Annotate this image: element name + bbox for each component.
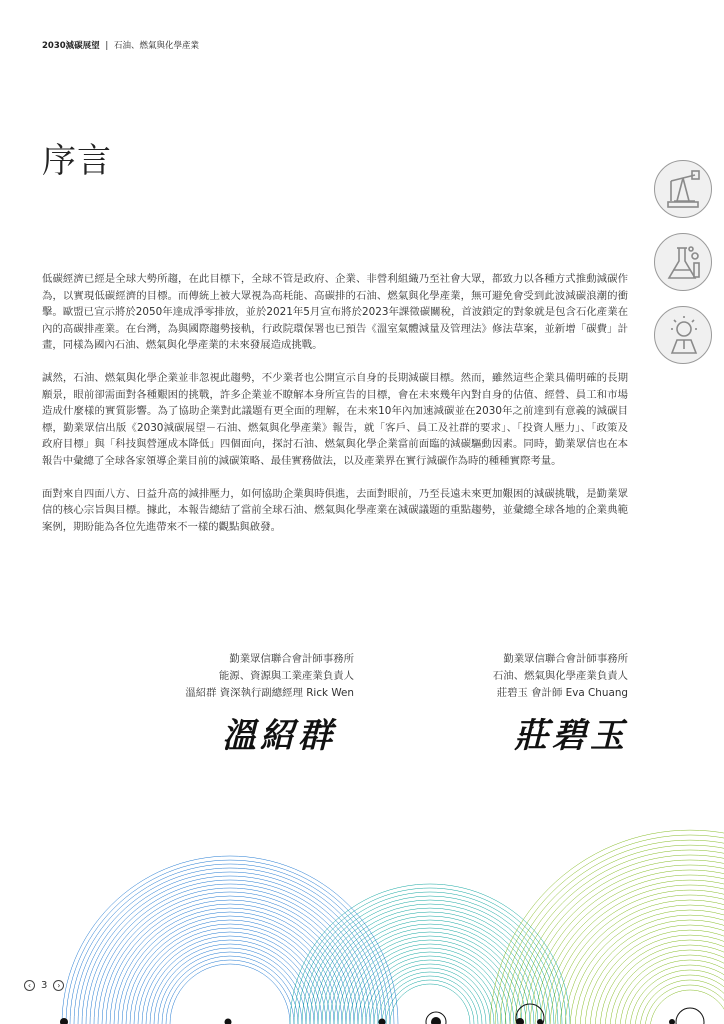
signatory-rick-wen	[185, 651, 354, 702]
handwritten-signature	[514, 708, 628, 757]
decorative-arcs	[0, 800, 724, 1024]
decorative-arc	[575, 915, 724, 1024]
section-name: 石油、燃氣與化學產業	[113, 41, 199, 51]
decorative-arc	[615, 955, 724, 1024]
decorative-arc	[590, 930, 724, 1024]
firm-name: 勤業眾信聯合會計師事務所	[229, 653, 354, 665]
decorative-arc	[645, 985, 724, 1024]
signature-text: 莊碧玉	[514, 716, 628, 756]
decorative-arc	[570, 910, 724, 1024]
report-name: 2030減碳展望	[42, 41, 100, 51]
decorative-arc	[565, 905, 724, 1024]
decorative-arc	[600, 940, 724, 1024]
role: 石油、燃氣與化學產業負責人	[492, 670, 628, 682]
page-number: 3	[41, 980, 48, 991]
decorative-arc	[166, 960, 294, 1024]
decorative-arc	[580, 920, 724, 1024]
decorative-arc	[358, 952, 502, 1024]
signature-text: 溫紹群	[222, 716, 336, 756]
decorative-arc	[138, 932, 322, 1024]
decorative-arc	[82, 876, 378, 1024]
decorative-arc	[338, 932, 522, 1024]
next-page-button[interactable]: ›	[53, 980, 64, 991]
paragraph: 面對來自四面八方、日益升高的減排壓力，如何協助企業與時俱進，去面對眼前，乃至長遠未來更加艱困的減碳挑戰，是勤業眾信的核心宗旨與目標。據此，本報告總結了當前全球石油、燃氣與化學產業在減碳議題的重點趨勢，並彙總全球各地的企業典範案例，期盼能為各位先進帶來不一樣的觀點與啟發。	[42, 487, 628, 533]
decorative-arc	[354, 948, 506, 1024]
running-header	[42, 39, 199, 51]
lightbulb-person-icon[interactable]	[654, 306, 712, 364]
decorative-arc	[370, 964, 490, 1024]
header-divider: |	[105, 41, 109, 51]
paragraph: 低碳經濟已經是全球大勢所趨，在此目標下，全球不管是政府、企業、非營利組織乃至社會大眾，都致力以各種方式推動減碳作為，以實現低碳經濟的目標。而傳統上被大眾視為高耗能、高碳排的石油、燃氣與化學產業，無可避免會受到此波減碳浪潮的衝擊。歐盟已宣示將於2050年達成淨零排放，並於2021年5月宣布將於2023年課徵碳關稅，首波鎖定的對象就是包含石化產業在內的高碳排產業。在台灣，為與國際趨勢接軌，行政院環保署也已預告《溫室氣體減量及管理法》修法草案，並新增「碳費」計畫，同樣為國內石油、燃氣與化學產業的未來發展造成挑戰。	[42, 273, 628, 352]
decorative-arc	[134, 928, 326, 1024]
page-navigation	[24, 980, 64, 991]
decorative-arc	[595, 935, 724, 1024]
name-title: 莊碧玉 會計師 Eva Chuang	[496, 687, 628, 699]
decorative-arc	[510, 850, 724, 1024]
decorative-arc	[560, 900, 724, 1024]
decorative-arc	[158, 952, 302, 1024]
preface-body	[42, 271, 628, 551]
decorative-arc	[162, 956, 298, 1024]
decorative-arc	[142, 936, 318, 1024]
paragraph: 誠然，石油、燃氣與化學企業並非忽視此趨勢，不少業者也公開宣示自身的長期減碳目標。然而，雖然這些企業具備明確的長期願景，眼前卻需面對各種艱困的挑戰，許多企業並不瞭解本身所宣告的目標，會在未來幾年內對自身的估值、經營、員工和市場造成什麼樣的實質影響。為了協助企業對此議題有更全面的理解，在未來10年內加速減碳並在2030年之前達到有意義的減碳目標，勤業眾信出版《2030減碳展望－石油、燃氣與化學產業》報告，就「客戶、員工及社群的要求」、「投資人壓力」、「政策及政府目標」與「科技與營運成本降低」四個面向，探討石油、燃氣與化學企業當前面臨的減碳驅動因素。同時，勤業眾信也在本報告中彙總了全球各家領導企業目前的減碳策略、最佳實務做法，以及產業界在實行減碳作為時的種種實際考量。	[42, 371, 628, 467]
decorative-arc	[170, 964, 290, 1024]
decorative-arc	[330, 924, 530, 1024]
decorative-arc	[106, 900, 354, 1024]
handwritten-signature	[222, 708, 336, 757]
decorative-arc	[130, 924, 330, 1024]
oil-pump-icon[interactable]	[654, 160, 712, 218]
lightbulb-person-icon-graphic	[655, 307, 713, 365]
decorative-arc	[74, 868, 386, 1024]
lab-flask-icon[interactable]	[654, 233, 712, 291]
oil-pump-icon-graphic	[655, 161, 713, 219]
decorative-arc	[635, 975, 724, 1024]
decorative-arc	[154, 948, 306, 1024]
name-title: 溫紹群 資深執行副總經理 Rick Wen	[185, 687, 354, 699]
decorative-arc	[66, 860, 394, 1024]
page-title: 序言	[42, 141, 112, 181]
decorative-arc	[650, 990, 724, 1024]
decorative-arc	[555, 895, 724, 1024]
previous-page-button[interactable]: ‹	[24, 980, 35, 991]
lab-flask-icon-graphic	[655, 234, 713, 292]
decorative-arc	[585, 925, 724, 1024]
decorative-arc	[386, 980, 474, 1024]
role: 能源、資源與工業產業負責人	[218, 670, 354, 682]
firm-name: 勤業眾信聯合會計師事務所	[503, 653, 628, 665]
signatory-eva-chuang	[493, 651, 628, 702]
decorative-arc	[640, 980, 724, 1024]
decorative-arc	[620, 960, 724, 1024]
